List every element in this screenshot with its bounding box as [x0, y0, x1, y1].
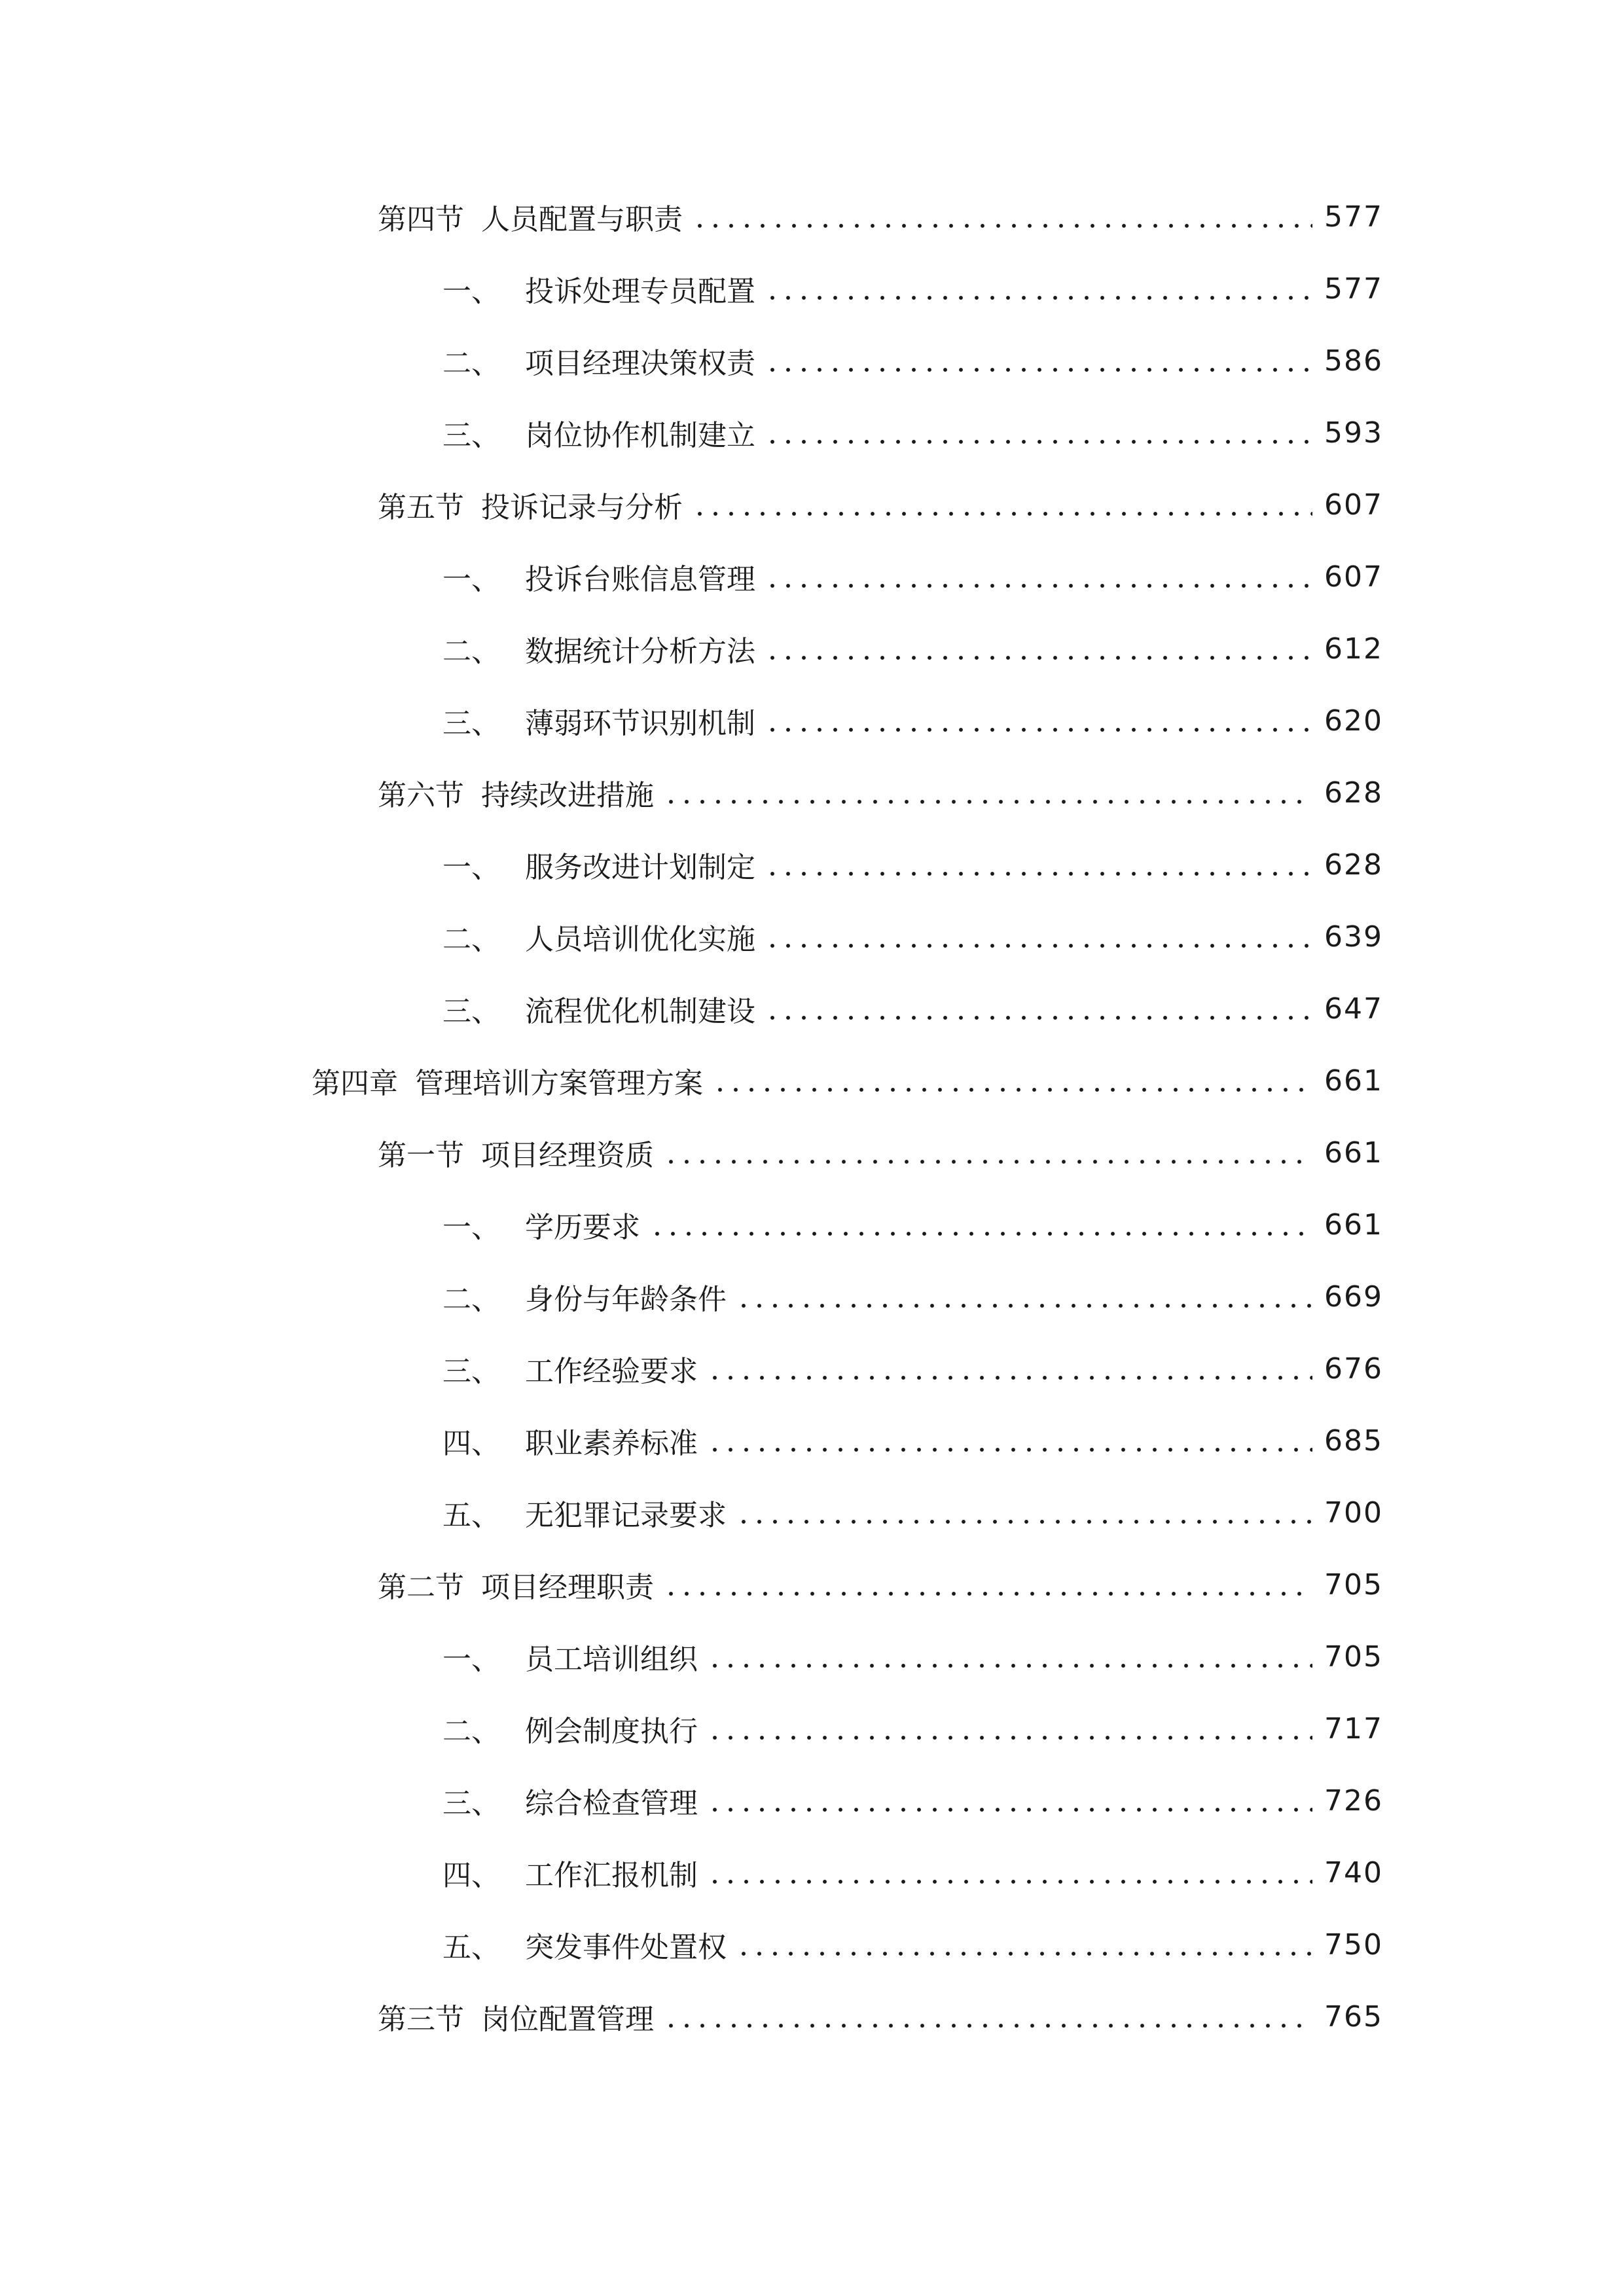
- dot-leader: [707, 1354, 1312, 1383]
- toc-entry-prefix: 三、: [442, 1355, 500, 1388]
- dot-leader: [765, 274, 1312, 303]
- toc-entry-prefix: 一、: [442, 1211, 500, 1244]
- toc-entry-page-number: 639: [1324, 920, 1383, 954]
- toc-entry-page-number: 607: [1324, 488, 1383, 522]
- toc-entry-title: 身份与年龄条件: [525, 1283, 727, 1316]
- toc-entry[interactable]: [0, 1549, 1624, 1621]
- toc-entry-prefix: 三、: [442, 707, 500, 740]
- toc-entry-prefix: 一、: [442, 851, 500, 884]
- toc-entry-page-number: 700: [1324, 1496, 1383, 1530]
- toc-entry-prefix: 二、: [442, 1283, 500, 1316]
- toc-entry-title: 投诉台账信息管理: [525, 563, 755, 596]
- toc-entry-title: 岗位协作机制建立: [525, 419, 755, 452]
- toc-entry-title: 持续改进措施: [481, 779, 654, 812]
- toc-entry-page-number: 661: [1324, 1136, 1383, 1170]
- toc-entry-page-number: 661: [1324, 1064, 1383, 1098]
- dot-leader: [765, 994, 1312, 1023]
- toc-entry[interactable]: [0, 1765, 1624, 1837]
- toc-entry-page-number: 612: [1324, 632, 1383, 666]
- toc-entry-page-number: 620: [1324, 704, 1383, 738]
- toc-entry-title: 工作汇报机制: [525, 1859, 698, 1892]
- toc-entry-page-number: 705: [1324, 1568, 1383, 1602]
- toc-entry-page-number: 593: [1324, 416, 1383, 450]
- toc-entry-prefix: 二、: [442, 923, 500, 956]
- toc-entry[interactable]: [0, 1405, 1624, 1477]
- dot-leader: [663, 1570, 1312, 1599]
- dot-leader: [707, 1642, 1312, 1671]
- toc-entry-title: 无犯罪记录要求: [525, 1499, 727, 1532]
- toc-entry-prefix: 第三节: [378, 2003, 464, 2036]
- toc-entry-prefix: 二、: [442, 1715, 500, 1748]
- toc-entry-page-number: 647: [1324, 992, 1383, 1026]
- dot-leader: [736, 1282, 1312, 1311]
- toc-entry-page-number: 740: [1324, 1856, 1383, 1890]
- toc-entry-page-number: 685: [1324, 1424, 1383, 1458]
- toc-entry[interactable]: [0, 469, 1624, 541]
- toc-entry[interactable]: [0, 1909, 1624, 1981]
- dot-leader: [663, 1138, 1312, 1167]
- toc-entry[interactable]: [0, 685, 1624, 757]
- toc-entry-page-number: 661: [1324, 1208, 1383, 1242]
- toc-entry-title: 职业素养标准: [525, 1427, 698, 1460]
- toc-entry[interactable]: [0, 397, 1624, 469]
- dot-leader: [736, 1498, 1312, 1527]
- toc-entry-page-number: 628: [1324, 848, 1383, 882]
- dot-leader: [692, 202, 1312, 231]
- table-of-contents: [0, 181, 1624, 2053]
- toc-entry-page-number: 577: [1324, 200, 1383, 234]
- dot-leader: [765, 850, 1312, 879]
- toc-entry-prefix: 五、: [442, 1931, 500, 1964]
- toc-entry[interactable]: [0, 1261, 1624, 1333]
- toc-entry-page-number: 717: [1324, 1712, 1383, 1746]
- toc-entry[interactable]: [0, 325, 1624, 397]
- toc-entry-title: 综合检查管理: [525, 1787, 698, 1820]
- toc-entry-page-number: 669: [1324, 1280, 1383, 1314]
- toc-entry-title: 突发事件处置权: [525, 1931, 727, 1964]
- toc-entry[interactable]: [0, 613, 1624, 685]
- toc-entry-title: 服务改进计划制定: [525, 851, 755, 884]
- toc-entry-prefix: 五、: [442, 1499, 500, 1532]
- dot-leader: [736, 1930, 1312, 1959]
- toc-entry-title: 投诉记录与分析: [481, 491, 683, 524]
- dot-leader: [649, 1210, 1312, 1239]
- toc-entry-page-number: 607: [1324, 560, 1383, 594]
- toc-entry-title: 薄弱环节识别机制: [525, 707, 755, 740]
- dot-leader: [663, 2002, 1312, 2031]
- toc-entry-prefix: 第四节: [378, 203, 464, 236]
- toc-entry-prefix: 四、: [442, 1427, 500, 1460]
- toc-entry-title: 人员培训优化实施: [525, 923, 755, 956]
- toc-entry-prefix: 一、: [442, 1643, 500, 1676]
- dot-leader: [707, 1714, 1312, 1743]
- toc-entry[interactable]: [0, 1477, 1624, 1549]
- toc-entry[interactable]: [0, 181, 1624, 253]
- toc-entry[interactable]: [0, 1981, 1624, 2053]
- toc-entry-page-number: 765: [1324, 2000, 1383, 2034]
- toc-entry[interactable]: [0, 1117, 1624, 1189]
- toc-entry[interactable]: [0, 1837, 1624, 1909]
- toc-entry-page-number: 586: [1324, 344, 1383, 378]
- toc-entry-prefix: 一、: [442, 563, 500, 596]
- toc-entry-title: 项目经理资质: [481, 1139, 654, 1172]
- dot-leader: [765, 562, 1312, 591]
- toc-entry[interactable]: [0, 1693, 1624, 1765]
- toc-entry-prefix: 第一节: [378, 1139, 464, 1172]
- toc-entry[interactable]: [0, 253, 1624, 325]
- toc-entry-prefix: 四、: [442, 1859, 500, 1892]
- toc-entry[interactable]: [0, 973, 1624, 1045]
- dot-leader: [712, 1066, 1312, 1095]
- dot-leader: [707, 1786, 1312, 1815]
- dot-leader: [765, 706, 1312, 735]
- toc-entry-page-number: 726: [1324, 1784, 1383, 1818]
- toc-entry-title: 工作经验要求: [525, 1355, 698, 1388]
- toc-entry-prefix: 第五节: [378, 491, 464, 524]
- toc-entry-title: 项目经理决策权责: [525, 347, 755, 380]
- toc-entry-title: 投诉处理专员配置: [525, 275, 755, 308]
- dot-leader: [692, 490, 1312, 519]
- toc-entry-prefix: 三、: [442, 419, 500, 452]
- dot-leader: [765, 634, 1312, 663]
- toc-entry-prefix: 三、: [442, 995, 500, 1028]
- toc-entry-prefix: 二、: [442, 347, 500, 380]
- toc-entry[interactable]: [0, 1045, 1624, 1117]
- toc-entry[interactable]: [0, 829, 1624, 901]
- toc-entry[interactable]: [0, 901, 1624, 973]
- toc-entry-title: 流程优化机制建设: [525, 995, 755, 1028]
- toc-entry-page-number: 577: [1324, 272, 1383, 306]
- toc-entry-title: 项目经理职责: [481, 1571, 654, 1604]
- dot-leader: [765, 346, 1312, 375]
- toc-entry-title: 人员配置与职责: [481, 203, 683, 236]
- toc-entry-page-number: 750: [1324, 1928, 1383, 1962]
- toc-entry[interactable]: [0, 1189, 1624, 1261]
- toc-entry-page-number: 705: [1324, 1640, 1383, 1674]
- toc-entry-title: 学历要求: [525, 1211, 640, 1244]
- toc-entry-title: 管理培训方案管理方案: [415, 1067, 703, 1100]
- dot-leader: [707, 1426, 1312, 1455]
- toc-entry-prefix: 二、: [442, 635, 500, 668]
- toc-entry-prefix: 一、: [442, 275, 500, 308]
- toc-entry-prefix: 第六节: [378, 779, 464, 812]
- toc-entry-prefix: 第二节: [378, 1571, 464, 1604]
- toc-entry-title: 岗位配置管理: [481, 2003, 654, 2036]
- toc-entry-title: 数据统计分析方法: [525, 635, 755, 668]
- toc-entry-title: 例会制度执行: [525, 1715, 698, 1748]
- toc-entry[interactable]: [0, 1621, 1624, 1693]
- toc-entry-title: 员工培训组织: [525, 1643, 698, 1676]
- toc-entry-prefix: 三、: [442, 1787, 500, 1820]
- dot-leader: [765, 418, 1312, 447]
- toc-entry[interactable]: [0, 541, 1624, 613]
- toc-entry[interactable]: [0, 1333, 1624, 1405]
- dot-leader: [707, 1858, 1312, 1887]
- toc-entry-prefix: 第四章: [312, 1067, 398, 1100]
- dot-leader: [663, 778, 1312, 807]
- toc-entry[interactable]: [0, 757, 1624, 829]
- dot-leader: [765, 922, 1312, 951]
- toc-entry-page-number: 628: [1324, 776, 1383, 810]
- toc-entry-page-number: 676: [1324, 1352, 1383, 1386]
